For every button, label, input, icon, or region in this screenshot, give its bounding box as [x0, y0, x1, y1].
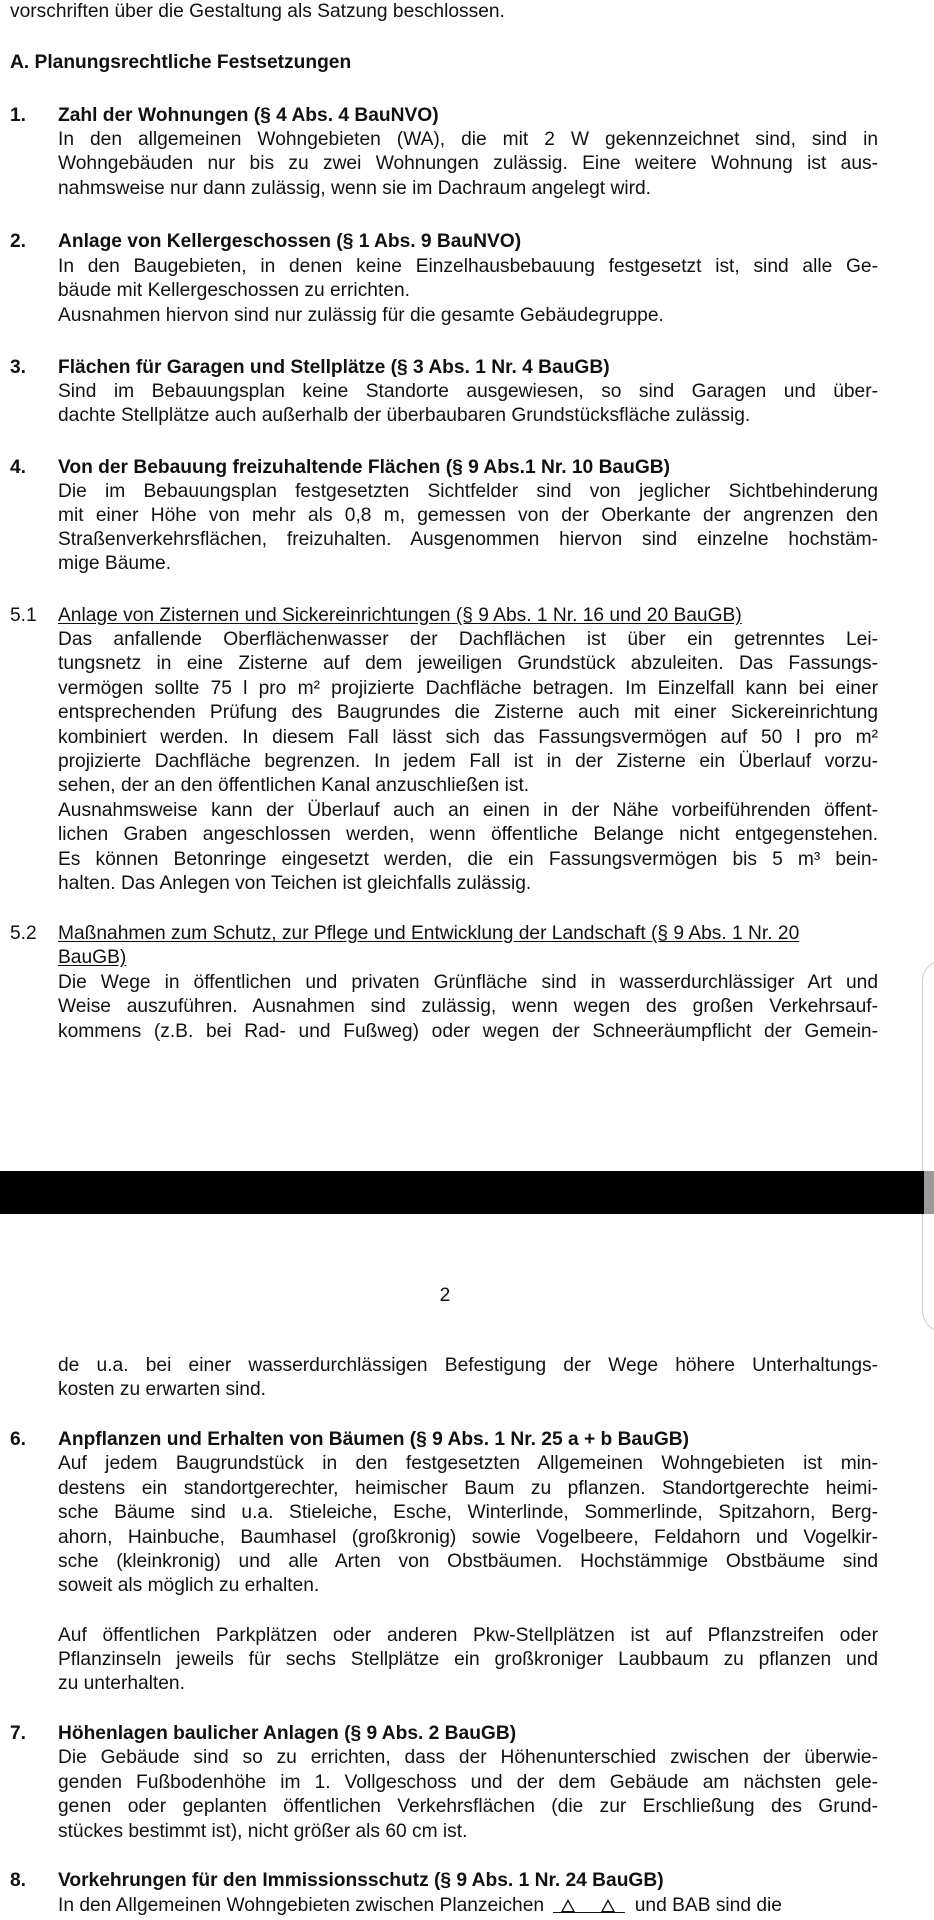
paragraph-line [58, 1894, 782, 1919]
section-number: 6. [10, 1429, 27, 1450]
paragraph-line: dachte Stellplätze auch außerhalb der überbaubaren Grundstücksfläche zulässig. [58, 405, 751, 426]
paragraph-line: Die Gebäude sind so zu errichten, dass der Höhenunterschied zwischen der überwie- [58, 1747, 878, 1768]
paragraph-line: entsprechenden Prüfung des Baugrundes die Zisterne auch mit einer Sickereinrichtung [58, 702, 878, 723]
paragraph-line: sche (kleinkronig) und alle Arten von Obstbäumen. Hochstämmige Obstbäume sind [58, 1551, 878, 1572]
page-separator [0, 1171, 934, 1214]
section-number: 5.2 [10, 923, 37, 944]
page-edge-shadow [922, 960, 934, 1332]
paragraph-line: lichen Graben angeschlossen werden, wenn öffentliche Belange nicht entgegenstehen. [58, 824, 878, 845]
paragraph-line: stückes bestimmt ist), nicht größer als 60 cm ist. [58, 1821, 468, 1842]
section-title: Von der Bebauung freizuhaltende Flächen (§ 9 Abs.1 Nr. 10 BauGB) [58, 457, 670, 478]
paragraph-line: soweit als möglich zu erhalten. [58, 1575, 320, 1596]
section-number: 2. [10, 231, 27, 252]
paragraph-line: ahorn, Hainbuche, Baumhasel (großkronig) sowie Vogelbeere, Feldahorn und Vogelkir- [58, 1527, 878, 1548]
paragraph-line: Auf öffentlichen Parkplätzen oder anderen Pkw-Stellplätzen ist auf Pflanzstreifen oder [58, 1625, 878, 1646]
paragraph-line: vermögen sollte 75 l pro m² projizierte Dachfläche betragen. Im Einzelfall kann bei einer [58, 678, 878, 699]
paragraph-line: de u.a. bei einer wasserdurchlässigen Befestigung der Wege höhere Unterhaltungs- [58, 1355, 878, 1376]
paragraph-line: mit einer Höhe von mehr als 0,8 m, gemessen von der Oberkante der angrenzen den [58, 505, 878, 526]
paragraph-line: Die im Bebauungsplan festgesetzten Sichtfelder sind von jeglicher Sichtbehinderung [58, 481, 878, 502]
paragraph-line: Straßenverkehrsflächen, freizuhalten. Ausgenommen hiervon sind einzelne hochstäm- [58, 529, 878, 550]
section-number: 1. [10, 105, 27, 126]
heading-a: A. Planungsrechtliche Festsetzungen [10, 52, 352, 73]
paragraph-line: Auf jedem Baugrundstück in den festgesetzten Allgemeinen Wohngebieten ist min- [58, 1453, 878, 1474]
section-number: 5.1 [10, 605, 37, 626]
paragraph-line: genen oder geplanten öffentlichen Verkehrsflächen (die zur Erschließung des Grund- [58, 1796, 878, 1817]
paragraph-line: mige Bäume. [58, 553, 172, 574]
paragraph-line: nahmsweise nur dann zulässig, wenn sie im Dachraum angelegt wird. [58, 178, 651, 199]
section-title: Vorkehrungen für den Immissionsschutz (§ 9 Abs. 1 Nr. 24 BauGB) [58, 1870, 664, 1891]
paragraph-line: sehen, der an den öffentlichen Kanal anzuschließen ist. [58, 775, 530, 796]
paragraph-line: In den allgemeinen Wohngebieten (WA), die mit 2 W gekennzeichnet sind, sind in [58, 129, 878, 150]
paragraph-line: Ausnahmsweise kann der Überlauf auch an einen in der Nähe vorbeiführenden öffent- [58, 800, 878, 821]
section-number: 3. [10, 357, 27, 378]
section-title: Höhenlagen baulicher Anlagen (§ 9 Abs. 2 BauGB) [58, 1723, 517, 1744]
paragraph-line: halten. Das Anlegen von Teichen ist gleichfalls zulässig. [58, 873, 532, 894]
paragraph-line: Es können Betonringe eingesetzt werden, die ein Fassungsvermögen bis 5 m³ bein- [58, 849, 878, 870]
paragraph-line: projizierte Dachfläche begrenzen. In jedem Fall ist in der Zisterne ein Überlauf vorzu- [58, 751, 878, 772]
plan-symbol-triangle-icon [553, 1894, 625, 1913]
section-title: Zahl der Wohnungen (§ 4 Abs. 4 BauNVO) [58, 105, 439, 126]
section-number: 4. [10, 457, 27, 478]
paragraph-text: In den Allgemeinen Wohngebieten zwischen Planzeichen [58, 1895, 545, 1916]
section-title: Anlage von Kellergeschossen (§ 1 Abs. 9 BauNVO) [58, 231, 522, 252]
paragraph-line: Sind im Bebauungsplan keine Standorte ausgewiesen, so sind Garagen und über- [58, 381, 878, 402]
section-title: Anpflanzen und Erhalten von Bäumen (§ 9 Abs. 1 Nr. 25 a + b BauGB) [58, 1429, 689, 1450]
paragraph-line: destens ein standortgerechter, heimischer Baum zu pflanzen. Standortgerechte heimi- [58, 1478, 878, 1499]
paragraph-line: kommens (z.B. bei Rad- und Fußweg) oder wegen der Schneeräumpflicht der Gemein- [58, 1021, 878, 1042]
paragraph-line: tungsnetz in eine Zisterne auf dem jeweiligen Grundstück abzuleiten. Das Fassungs- [58, 653, 878, 674]
section-title: Flächen für Garagen und Stellplätze (§ 3 Abs. 1 Nr. 4 BauGB) [58, 357, 610, 378]
top-line: vorschriften über die Gestaltung als Satzung beschlossen. [10, 1, 505, 22]
section-title: Anlage von Zisternen und Sickereinrichtungen (§ 9 Abs. 1 Nr. 16 und 20 BauGB) [58, 605, 742, 626]
scrollbar-thumb[interactable] [924, 1171, 934, 1214]
paragraph-line: Das anfallende Oberflächenwasser der Dachflächen ist über ein getrenntes Lei- [58, 629, 878, 650]
paragraph-line: bäude mit Kellergeschossen zu errichten. [58, 280, 410, 301]
section-number: 8. [10, 1870, 27, 1891]
page-number: 2 [439, 1285, 451, 1306]
paragraph-line: In den Baugebieten, in denen keine Einzelhausbebauung festgesetzt ist, sind alle Ge- [58, 256, 878, 277]
paragraph-line: kombiniert werden. In diesem Fall lässt sich das Fassungsvermögen auf 50 l pro m² [58, 727, 878, 748]
paragraph-text: und BAB sind die [634, 1895, 782, 1916]
section-title: Maßnahmen zum Schutz, zur Pflege und Entwicklung der Landschaft (§ 9 Abs. 1 Nr. 20 [58, 923, 800, 944]
paragraph-line: Weise auszuführen. Ausnahmen sind zulässig, wenn wegen des großen Verkehrsauf- [58, 996, 878, 1017]
paragraph-line: Die Wege in öffentlichen und privaten Grünfläche sind in wasserdurchlässiger Art und [58, 972, 878, 993]
paragraph-line: Ausnahmen hiervon sind nur zulässig für die gesamte Gebäudegruppe. [58, 305, 664, 326]
section-title: BauGB) [58, 947, 127, 968]
section-number: 7. [10, 1723, 27, 1744]
paragraph-line: genden Fußbodenhöhe im 1. Vollgeschoss und der dem Gebäude am nächsten gele- [58, 1772, 878, 1793]
paragraph-line: Wohngebäuden nur bis zu zwei Wohnungen zulässig. Eine weitere Wohnung ist aus- [58, 153, 878, 174]
paragraph-line: sche Bäume sind u.a. Stieleiche, Esche, Winterlinde, Sommerlinde, Spitzahorn, Berg- [58, 1502, 878, 1523]
paragraph-line: kosten zu erwarten sind. [58, 1379, 266, 1400]
paragraph-line: Pflanzinseln jeweils für sechs Stellplätze ein großkroniger Laubbaum zu pflanzen und [58, 1649, 878, 1670]
paragraph-line: zu unterhalten. [58, 1673, 185, 1694]
